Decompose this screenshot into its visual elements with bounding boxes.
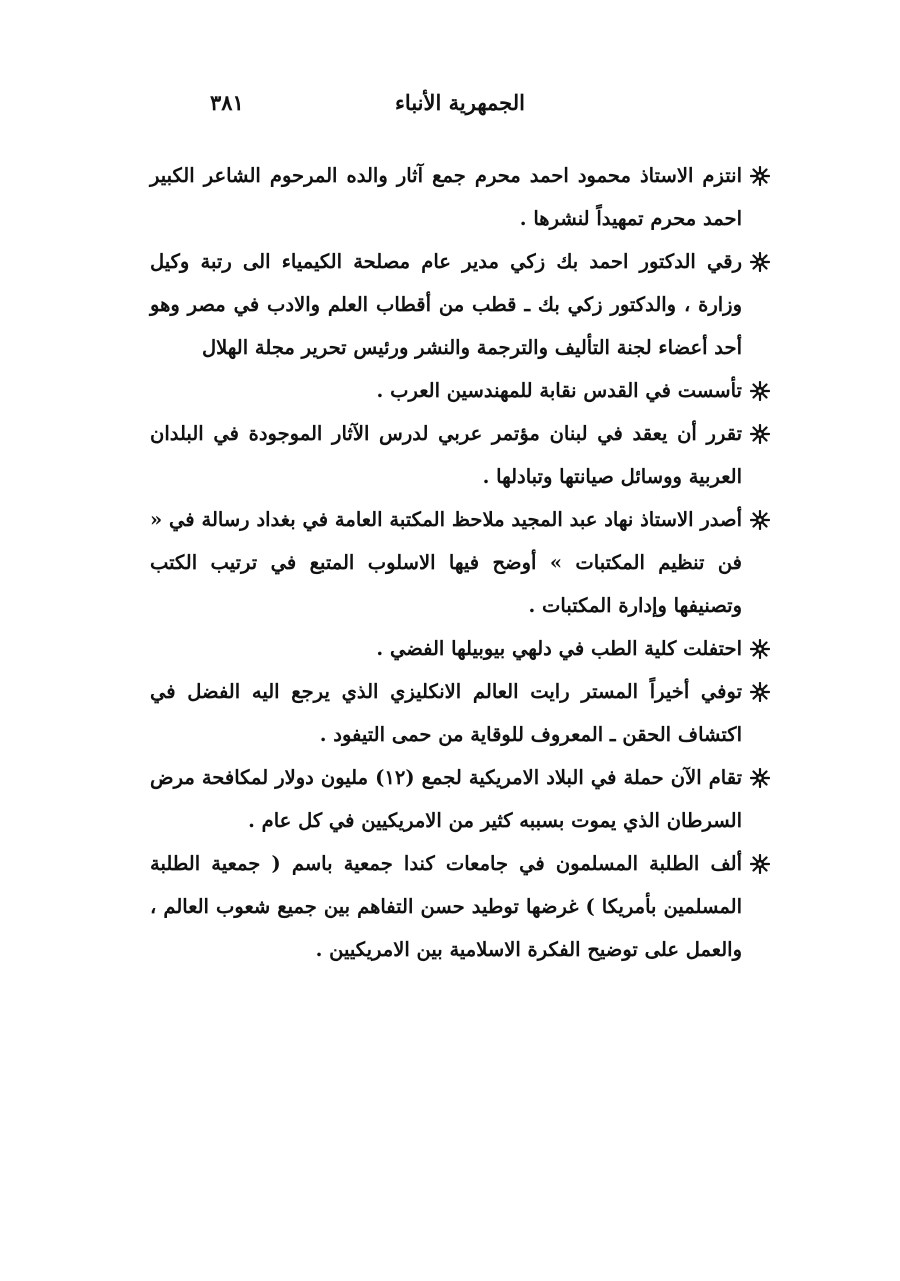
news-item xyxy=(150,756,770,842)
news-item-text: تأسست في القدس نقابة للمهندسين العرب . xyxy=(376,379,742,402)
document-page xyxy=(150,80,770,971)
ornament-star-icon xyxy=(750,682,770,702)
news-item xyxy=(150,154,770,240)
page-header xyxy=(150,80,770,134)
news-item xyxy=(150,412,770,498)
news-item-text: رقي الدكتور احمد بك زكي مدير عام مصلحة الكيمياء الى رتبة وكيل وزارة ، والدكتور زكي بك ـ قطب من أقطاب العلم والادب في مصر وهو أحد أعضاء لجنة التأليف والترجمة والنشر ورئيس تحرير مجلة الهلال xyxy=(150,250,742,359)
ornament-star-icon xyxy=(750,854,770,874)
news-item xyxy=(150,498,770,627)
news-item xyxy=(150,842,770,971)
ornament-star-icon xyxy=(750,510,770,530)
news-item xyxy=(150,369,770,412)
news-item-text: توفي أخيراً المستر رايت العالم الانكليزي الذي يرجع اليه الفضل في اكتشاف الحقن ـ المعروف للوقاية من حمى التيفود . xyxy=(150,680,742,746)
ornament-star-icon xyxy=(750,768,770,788)
news-item xyxy=(150,670,770,756)
ornament-star-icon xyxy=(750,639,770,659)
news-item-text: احتفلت كلية الطب في دلهي بيوبيلها الفضي . xyxy=(376,637,742,660)
news-item-text: أصدر الاستاذ نهاد عبد المجيد ملاحظ المكتبة العامة في بغداد رسالة في « فن تنظيم المكتبات » أوضح فيها الاسلوب المتبع في ترتيب الكتب وتصنيفها وإدارة المكتبات . xyxy=(150,508,742,617)
ornament-star-icon xyxy=(750,166,770,186)
news-item-text: تقام الآن حملة في البلاد الامريكية لجمع (١٢) مليون دولار لمكافحة مرض السرطان الذي يموت بسببه كثير من الامريكيين في كل عام . xyxy=(150,766,742,832)
news-item-text: ألف الطلبة المسلمون في جامعات كندا جمعية باسم ( جمعية الطلبة المسلمين بأمريكا ) غرضها توطيد حسن التفاهم بين جميع شعوب العالم ، والعمل على توضيح الفكرة الاسلامية بين الامريكيين . xyxy=(150,852,742,961)
running-title: الجمهرية الأنباء xyxy=(395,90,525,115)
news-item xyxy=(150,627,770,670)
ornament-star-icon xyxy=(750,381,770,401)
news-item xyxy=(150,240,770,369)
page-number: ٣٨١ xyxy=(210,90,244,115)
ornament-star-icon xyxy=(750,424,770,444)
news-item-text: تقرر أن يعقد في لبنان مؤتمر عربي لدرس الآثار الموجودة في البلدان العربية ووسائل صيانتها وتبادلها . xyxy=(150,422,742,488)
ornament-star-icon xyxy=(750,252,770,272)
news-list xyxy=(150,154,770,971)
news-item-text: انتزم الاستاذ محمود احمد محرم جمع آثار والده المرحوم الشاعر الكبير احمد محرم تمهيداً لنشرها . xyxy=(150,164,742,230)
